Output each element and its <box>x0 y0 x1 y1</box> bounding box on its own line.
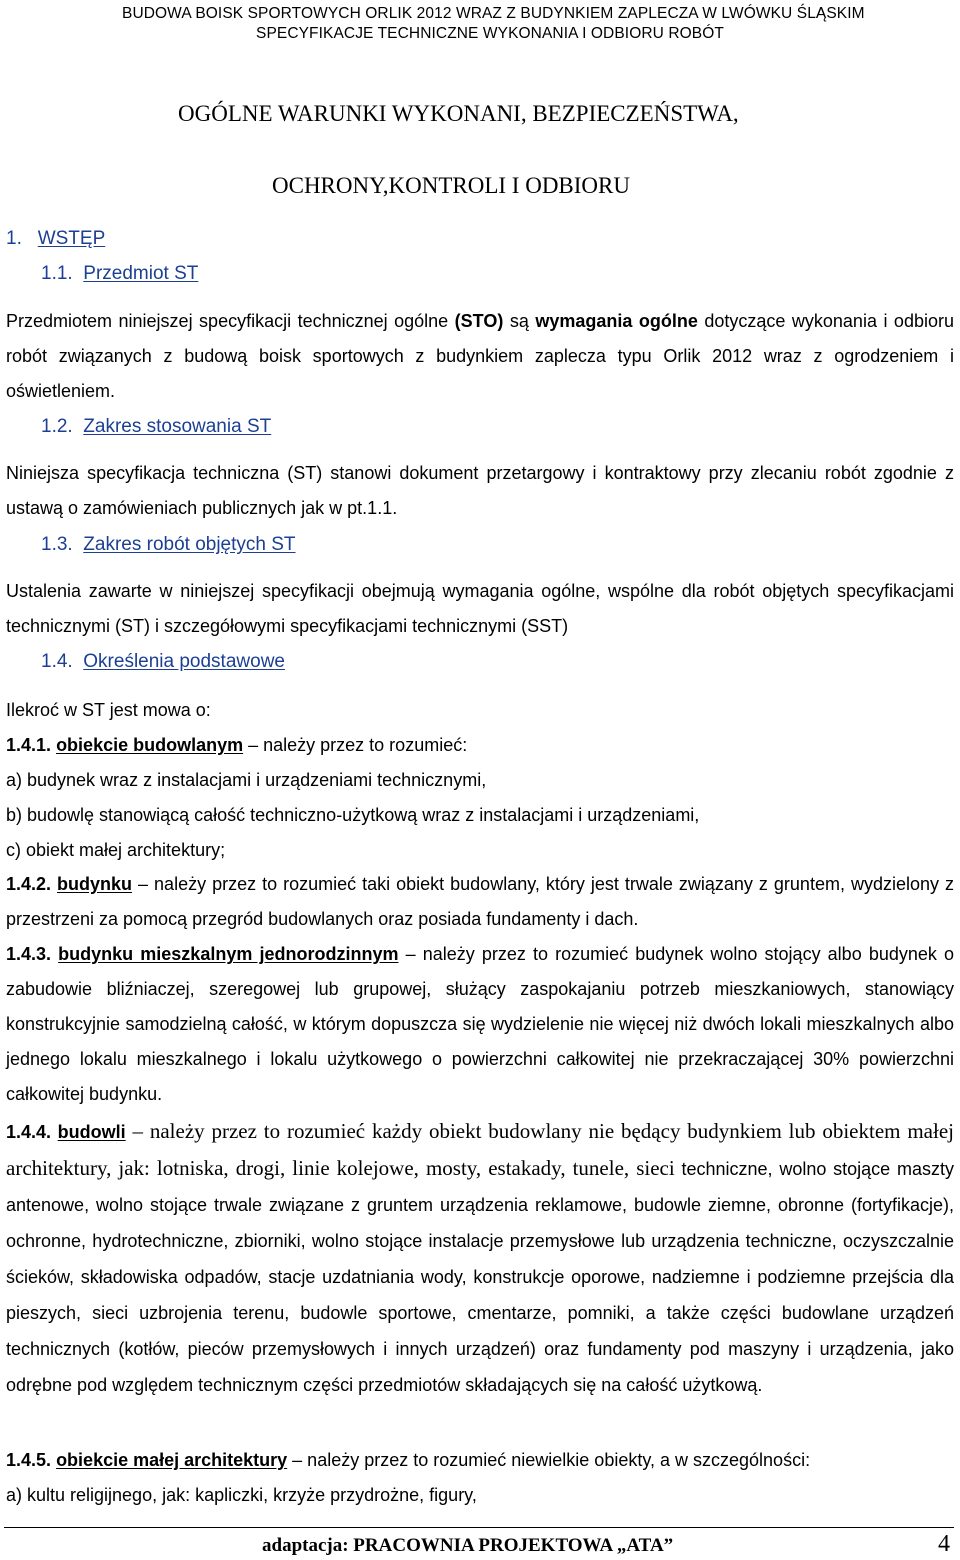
definition-term: obiekcie małej architektury <box>56 1450 288 1470</box>
definition-term: budowli <box>57 1122 126 1142</box>
definition-list-item: b) budowlę stanowiącą całość techniczno-użytkową wraz z instalacjami i urządzeniami, <box>6 805 700 825</box>
heading-label: Przedmiot ST <box>83 263 199 284</box>
definition-budynek-jednorodzinny: 1.4.3. budynku mieszkalnym jednorodzinnym – należy przez to rozumieć budynek wolno stojący albo budynek o zabudowie bliźniaczej, szeregowej lub grupowej, służący zaspokajaniu potrzeb mieszkaniowych, stanowiący konstrukcyjnie samodzielną całość, w którym dopuszcza się wydzielenie nie więcej niż dwóch lokali mieszkalnych albo jednego lokalu mieszkalnego i lokalu użytkowego o powierzchni całkowitej nie przekraczającej 30% powierzchni całkowitej budynku. <box>6 944 954 1104</box>
document-header-title: BUDOWA BOISK SPORTOWYCH ORLIK 2012 WRAZ Z BUDYNKIEM ZAPLECZA W LWÓWKU ŚLĄSKIM <box>122 5 865 22</box>
footer-text: adaptacja: PRACOWNIA PROJEKTOWA „ATA” <box>262 1535 674 1556</box>
definition-obiekt-budowlany: 1.4.1. obiekcie budowlanym – należy przez to rozumieć: <box>6 735 468 755</box>
heading-okreslenia <box>41 651 285 673</box>
definition-budynek: 1.4.2. budynku – należy przez to rozumieć taki obiekt budowlany, który jest trwale związany z gruntem, wydzielony z przestrzeni za pomocą przegród budowlanych oraz posiada fundamenty i dach. <box>6 874 954 929</box>
heading-number: 1.4. <box>41 651 73 672</box>
definition-term: obiekcie budowlanym <box>56 735 244 755</box>
heading-przedmiot-st <box>41 263 198 285</box>
document-header-subtitle: SPECYFIKACJE TECHNICZNE WYKONANIA I ODBIORU ROBÓT <box>256 25 724 42</box>
heading-label: WSTĘP <box>37 228 106 249</box>
section-title-line1: OGÓLNE WARUNKI WYKONANI, BEZPIECZEŃSTWA, <box>178 101 739 126</box>
page-number: 4 <box>938 1531 950 1557</box>
paragraph-okreslenia-intro: Ilekroć w ST jest mowa o: <box>6 700 211 720</box>
definition-list-item: a) kultu religijnego, jak: kapliczki, krzyże przydrożne, figury, <box>6 1485 477 1505</box>
heading-label: Zakres stosowania ST <box>83 416 272 437</box>
definition-budowla: 1.4.4. budowli – należy przez to rozumieć każdy obiekt budowlany nie będący budynkiem lub obiektem małej architektury, jak: lotniska, drogi, linie kolejowe, mosty, estakady, tunele, sieci techniczne, wolno stojące maszty antenowe, wolno stojące trwale związane z gruntem urządzenia reklamowe, budowle ziemne, obronne (fortyfikacje), ochronne, hydrotechniczne, zbiorniki, wolno stojące instalacje przemysłowe lub urządzenia techniczne, oczyszczalnie ścieków, składowiska odpadów, stacje uzdatniania wody, konstrukcje oporowe, nadziemne i podziemne przejścia dla pieszych, sieci uzbrojenia terenu, budowle sportowe, cmentarze, pomniki, a także części budowlane urządzeń technicznych (kotłów, pieców przemysłowych i innych urządzeń) oraz fundamenty pod maszyny i urządzenia, jako odrębne pod względem technicznym części przedmiotów składających się na całość użytkową. <box>6 1119 954 1395</box>
heading-zakres-stosowania <box>41 416 271 438</box>
heading-number: 1.3. <box>41 534 73 555</box>
definition-term: budynku mieszkalnym jednorodzinnym <box>58 944 399 964</box>
definition-list-item: a) budynek wraz z instalacjami i urządzeniami technicznymi, <box>6 770 487 790</box>
definition-mala-architektura: 1.4.5. obiekcie małej architektury – należy przez to rozumieć niewielkie obiekty, a w szczególności: <box>6 1450 811 1470</box>
heading-number: 1.2. <box>41 416 73 437</box>
heading-number: 1.1. <box>41 263 73 284</box>
definition-term: budynku <box>57 874 133 894</box>
paragraph-przedmiot: Przedmiotem niniejszej specyfikacji technicznej ogólne (STO) są wymagania ogólne dotyczące wykonania i odbioru robót związanych z budową boisk sportowych z budynkiem zaplecza typu Orlik 2012 wraz z ogrodzeniem i oświetleniem. <box>6 311 954 401</box>
paragraph-zakres-stosowania: Niniejsza specyfikacja techniczna (ST) stanowi dokument przetargowy i kontraktowy przy zlecaniu robót zgodnie z ustawą o zamówieniach publicznych jak w pt.1.1. <box>6 463 954 518</box>
heading-wstep <box>6 228 105 250</box>
heading-zakres-robot <box>41 534 296 556</box>
heading-label: Zakres robót objętych ST <box>83 534 296 555</box>
paragraph-zakres-robot: Ustalenia zawarte w niniejszej specyfikacji obejmują wymagania ogólne, wspólne dla robót objętych specyfikacjami technicznymi (ST) i szczegółowymi specyfikacjami technicznymi (SST) <box>6 581 954 636</box>
heading-number: 1. <box>6 228 22 249</box>
section-title-line2: OCHRONY,KONTROLI I ODBIORU <box>272 173 630 198</box>
heading-label: Określenia podstawowe <box>83 651 285 672</box>
footer-divider <box>4 1527 954 1528</box>
definition-list-item: c) obiekt małej architektury; <box>6 840 226 860</box>
